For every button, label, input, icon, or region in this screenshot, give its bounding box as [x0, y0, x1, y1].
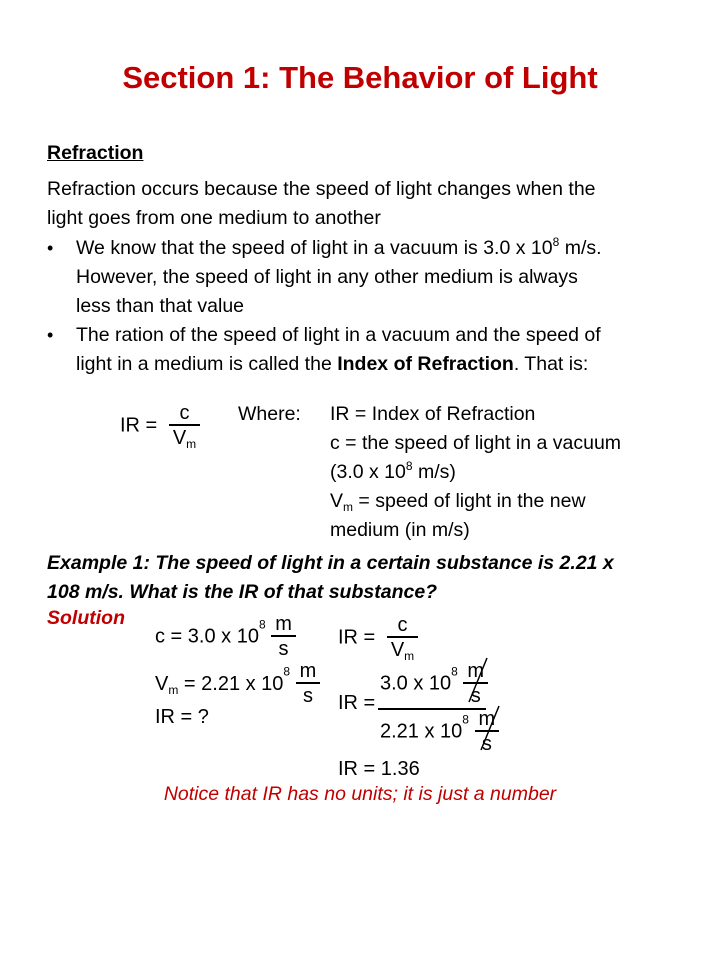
unit-numerator: m	[463, 660, 488, 684]
given-vm	[155, 660, 320, 708]
exponent: 8	[283, 664, 291, 679]
where-definitions	[330, 400, 621, 545]
cancel-slash-icon	[475, 704, 505, 754]
definition-line: c = the speed of light in a vacuum	[330, 432, 622, 454]
formula-fraction	[387, 614, 418, 662]
bullet-icon: •	[47, 238, 54, 258]
example-line: 108 m/s. What is the IR of that substance?	[47, 581, 438, 603]
cancelled-unit-fraction	[463, 660, 488, 708]
definition-line: m/s)	[412, 461, 456, 483]
formula-lhs: IR =	[120, 414, 158, 437]
subscript: m	[404, 649, 415, 663]
formula-lhs: IR =	[338, 626, 376, 649]
given-c	[155, 613, 296, 661]
unit-denominator: s	[481, 733, 492, 755]
example-line: Example 1: The speed of light in a certain substance is 2.21 x	[47, 552, 614, 574]
formula-denominator: V	[390, 639, 405, 661]
given-vm-symbol: V	[155, 672, 169, 695]
numerator-text: 3.0 x 10	[380, 672, 452, 695]
bullet-text: However, the speed of light in any other medium is always	[76, 266, 578, 288]
notice-note: Notice that IR has no units; it is just a number	[163, 783, 557, 805]
unit-numerator: m	[296, 660, 321, 684]
section-heading: Refraction	[47, 142, 144, 164]
definition-line: IR = Index of Refraction	[330, 403, 536, 425]
big-numerator	[380, 660, 488, 708]
example-question	[47, 549, 614, 607]
definition-line: V	[330, 490, 344, 512]
ir-eq-label: IR =	[338, 692, 376, 714]
paragraph-line: light goes from one medium to another	[47, 207, 381, 229]
subscript: m	[168, 682, 179, 697]
bullet-icon: •	[47, 325, 54, 345]
paragraph-line: Refraction occurs because the speed of light changes when the	[47, 178, 596, 200]
cancelled-unit-fraction	[475, 708, 500, 756]
list-item	[47, 234, 697, 321]
bullet-text: . That is:	[513, 353, 589, 375]
formula-fraction	[169, 402, 200, 450]
unit-denominator: s	[470, 685, 481, 707]
unit-numerator: m	[475, 708, 500, 732]
exponent: 8	[258, 617, 266, 632]
definition-line: = speed of light in the new	[353, 490, 586, 512]
where-label: Where:	[238, 403, 301, 425]
given-vm-text: = 2.21 x 10	[178, 672, 284, 695]
exponent: 8	[552, 235, 560, 249]
subscript: m	[186, 437, 197, 451]
bold-term: Index of Refraction	[337, 353, 514, 375]
exponent: 8	[405, 459, 413, 473]
definition-line: (3.0 x 10	[330, 461, 406, 483]
unknown-ir: IR = ?	[155, 706, 209, 728]
given-c-text: c = 3.0 x 10	[155, 625, 259, 648]
ir-formula-solution	[338, 614, 418, 662]
ir-result: IR = 1.36	[338, 758, 420, 780]
bullet-text: light in a medium is called the	[76, 353, 338, 375]
exponent: 8	[462, 712, 469, 727]
denominator-text: 2.21 x 10	[380, 720, 463, 743]
formula-numerator: c	[387, 614, 418, 638]
big-denominator	[380, 708, 499, 756]
page-title: Section 1: The Behavior of Light	[122, 60, 598, 95]
unit-denominator: s	[303, 685, 313, 707]
unit-denominator: s	[278, 638, 289, 660]
bullet-list	[47, 234, 697, 379]
bullet-text: The ration of the speed of light in a vacuum and the speed of	[76, 324, 601, 346]
bullet-text: We know that the speed of light in a vacuum is 3.0 x 10	[76, 237, 553, 259]
list-item	[47, 321, 697, 379]
unit-fraction	[271, 613, 296, 661]
formula-numerator: c	[169, 402, 200, 426]
cancel-slash-icon	[463, 656, 493, 706]
definition-line: medium (in m/s)	[330, 519, 470, 541]
formula-denominator: V	[172, 427, 187, 449]
bullet-text: m/s.	[559, 237, 602, 259]
subscript: m	[343, 500, 354, 514]
solution-label: Solution	[47, 607, 125, 629]
bullet-text: less than that value	[76, 295, 245, 317]
exponent: 8	[451, 664, 458, 679]
unit-numerator: m	[271, 613, 296, 637]
intro-paragraph	[47, 175, 596, 233]
ir-formula	[120, 402, 200, 450]
unit-fraction	[296, 660, 321, 708]
